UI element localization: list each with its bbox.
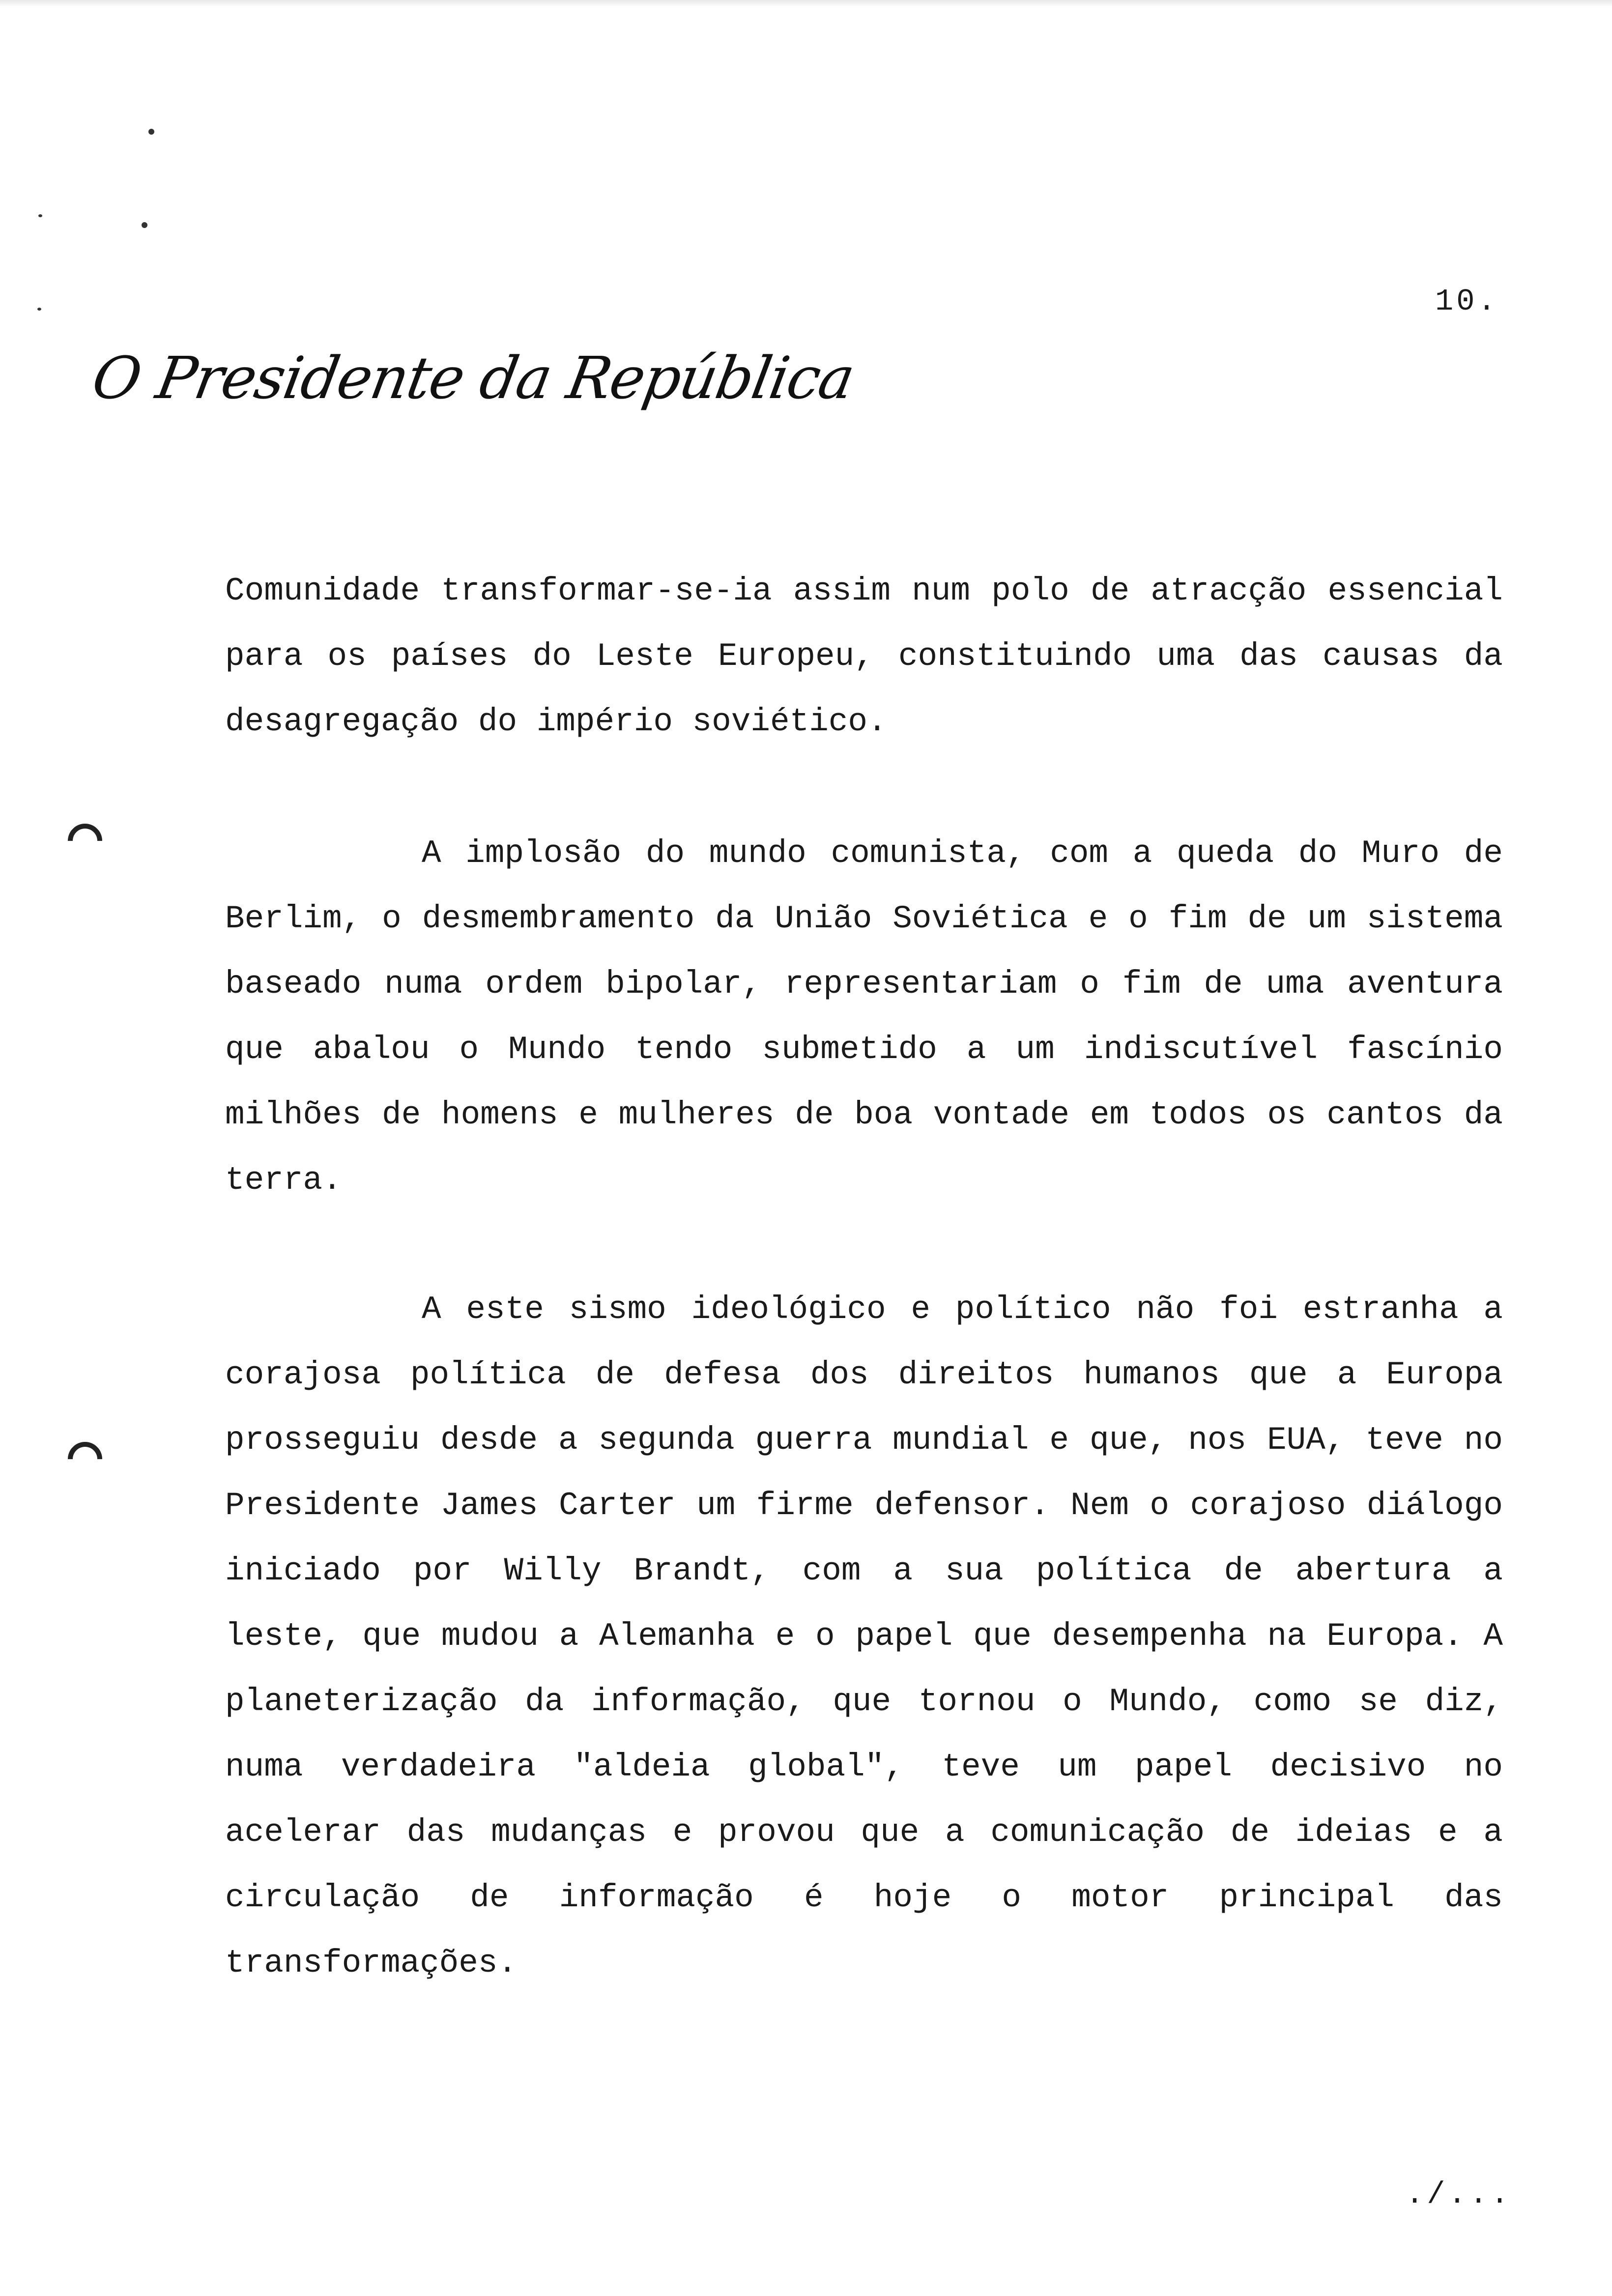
punch-hole bbox=[61, 817, 110, 865]
scan-speck bbox=[37, 308, 41, 311]
scan-speck bbox=[148, 129, 154, 135]
scan-speck bbox=[38, 214, 42, 217]
scan-speck bbox=[142, 222, 147, 228]
scan-top-edge bbox=[0, 0, 1612, 7]
paragraph-2: A implosão do mundo comunista, com a queda do Muro de Berlim, o desmembramento da União Soviética e o fim de um sistema baseado numa ordem bipolar, representariam o fim de uma aventura que abalou o Mundo tendo submetido a um indiscutível fascínio milhões de homens e mulheres de boa vontade em todos os cantos da terra. bbox=[225, 835, 1503, 1199]
paragraph-3: A este sismo ideológico e político não foi estranha a corajosa política de defesa dos direitos humanos que a Europa prosseguiu desde a segunda guerra mundial e que, nos EUA, teve no Presidente James Carter um firme defensor. Nem o corajoso diálogo iniciado por Willy Brandt, com a sua política de abertura a leste, que mudou a Alemanha e o papel que desempenha na Europa. A planeterização da informação, que tornou o Mundo, como se diz, numa verdadeira "aldeia global", teve um papel decisivo no acelerar das mudanças e provou que a comunicação de ideias e a circulação de informação é hoje o motor principal das transformações. bbox=[225, 1291, 1503, 1981]
paragraph-1: Comunidade transformar-se-ia assim num polo de atracção essencial para os países do Leste Europeu, constituindo uma das causas da desagregação do império soviético. bbox=[225, 573, 1503, 740]
continuation-mark: ./... bbox=[1406, 2177, 1512, 2212]
page-number: 10. bbox=[1435, 284, 1499, 319]
punch-hole bbox=[61, 1435, 110, 1484]
letterhead-signature: O Presidente da República bbox=[87, 344, 859, 412]
